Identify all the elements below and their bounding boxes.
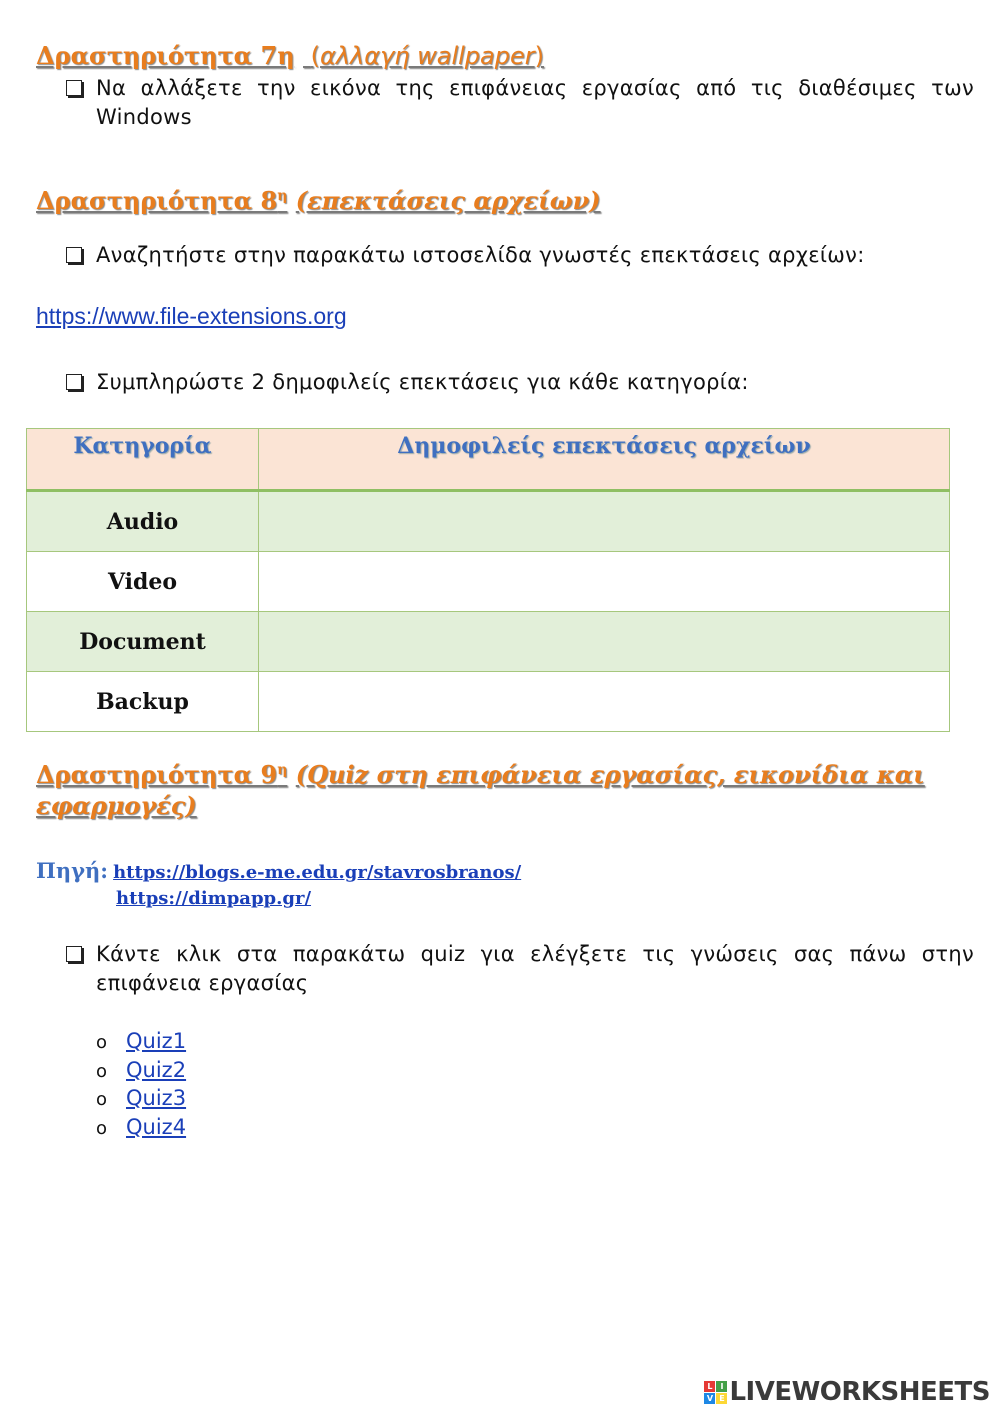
table-row: [27, 612, 950, 672]
activity7-title: Δραστηριότητα 7η: [36, 41, 295, 70]
quiz-item: [96, 1113, 186, 1143]
quiz1-link[interactable]: Quiz1: [126, 1029, 187, 1053]
quiz-item: [96, 1027, 186, 1057]
checkbox-icon: [66, 946, 82, 962]
header-extensions: Δημοφιλείς επεκτάσεις αρχείων: [259, 429, 950, 491]
activity8-bullet-search: [66, 241, 974, 270]
source-label: Πηγή:: [36, 858, 108, 883]
source-link-dimpapp[interactable]: https://dimpapp.gr/: [116, 888, 312, 909]
row-category: Video: [27, 552, 259, 612]
activity9-subtitle-line1: (Quiz στη επιφάνεια εργασίας, εικονίδια και: [295, 760, 925, 789]
liveworksheets-logo-icon: [704, 1381, 727, 1404]
extension-answer-field[interactable]: [259, 672, 950, 732]
activity9-title: Δραστηριότητα 9: [36, 760, 278, 789]
checkbox-icon: [66, 80, 82, 96]
logo-cell: I: [716, 1381, 727, 1392]
activity7-heading: Δραστηριότητα 7η (αλλαγή wallpaper): [36, 41, 544, 70]
activity8-subtitle: (επεκτάσεις αρχείων): [295, 186, 601, 215]
table-header: [27, 429, 950, 491]
activity7-bullet: [66, 74, 974, 132]
liveworksheets-brand: [704, 1377, 990, 1407]
activity7-subtitle: αλλαγή wallpaper: [320, 42, 535, 70]
circle-bullet-icon: o: [96, 1032, 108, 1053]
activity9-heading: Δραστηριότητα $9^\eta$ (Quiz στη επιφάνεια εργασίας, εικονίδια και: [36, 760, 925, 789]
activity9-heading-cont: [36, 788, 197, 824]
row-category: Audio: [27, 491, 259, 552]
row-category: Backup: [27, 672, 259, 732]
quiz4-link[interactable]: Quiz4: [126, 1115, 187, 1139]
table-row: [27, 552, 950, 612]
activity8-heading: Δραστηριότητα $8^\eta$ (επεκτάσεις αρχείων): [36, 186, 601, 215]
source-line: [36, 858, 521, 883]
extension-answer-field[interactable]: [259, 552, 950, 612]
circle-bullet-icon: o: [96, 1118, 108, 1139]
quiz3-link[interactable]: Quiz3: [126, 1086, 187, 1110]
activity9-bullet-text: Κάντε κλικ στα παρακάτω quiz για ελέγξετε τις γνώσεις σας πάνω στην επιφάνεια εργασίας: [96, 942, 974, 995]
circle-bullet-icon: o: [96, 1089, 108, 1110]
logo-cell: E: [716, 1393, 727, 1404]
activity8-bullet1-text: Αναζητήστε στην παρακάτω ιστοσελίδα γνωστές επεκτάσεις αρχείων:: [96, 243, 865, 267]
extensions-table: [26, 428, 950, 732]
activity7-bullet-text: Να αλλάξετε την εικόνα της επιφάνειας εργασίας από τις διαθέσιμες των Windows: [96, 76, 974, 129]
activity9-subtitle-line2: εφαρμογές): [36, 791, 197, 820]
activity8-title: Δραστηριότητα 8: [36, 186, 278, 215]
file-extensions-link[interactable]: https://www.file-extensions.org: [36, 303, 347, 329]
table-row: [27, 672, 950, 732]
quiz-item: [96, 1084, 186, 1114]
quiz2-link[interactable]: Quiz2: [126, 1058, 187, 1082]
activity9-bullet: [66, 940, 974, 998]
logo-cell: V: [704, 1393, 715, 1404]
liveworksheets-wordmark: LIVEWORKSHEETS: [729, 1377, 990, 1407]
checkbox-icon: [66, 247, 82, 263]
extension-answer-field[interactable]: [259, 612, 950, 672]
activity8-bullet2-text: Συμπληρώστε 2 δημοφιλείς επεκτάσεις για κάθε κατηγορία:: [96, 370, 749, 394]
extension-answer-field[interactable]: [259, 491, 950, 552]
logo-cell: L: [704, 1381, 715, 1392]
header-category: Κατηγορία: [27, 429, 259, 491]
table-row: [27, 491, 950, 552]
circle-bullet-icon: o: [96, 1061, 108, 1082]
source-link-blogs[interactable]: https://blogs.e-me.edu.gr/stavrosbranos/: [113, 862, 522, 883]
activity8-bullet-fill: [66, 368, 974, 397]
checkbox-icon: [66, 374, 82, 390]
quiz-item: [96, 1056, 186, 1086]
row-category: Document: [27, 612, 259, 672]
